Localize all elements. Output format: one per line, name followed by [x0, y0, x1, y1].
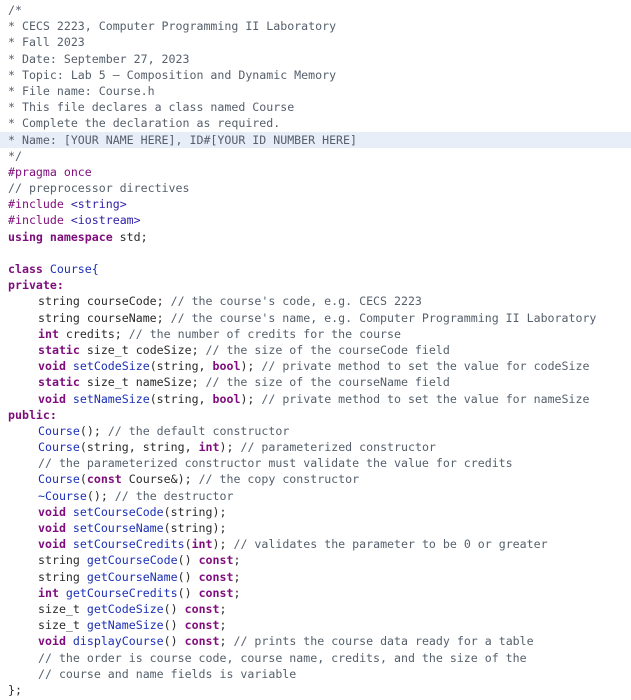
code-line — [0, 358, 631, 374]
code-line — [0, 552, 631, 568]
comment-file: * File name: Course.h — [8, 83, 155, 98]
using-keyword: using namespace — [8, 229, 113, 244]
return-type: size_t — [38, 618, 80, 633]
code-line — [0, 601, 631, 617]
const-keyword: const — [184, 601, 220, 616]
code-line — [0, 261, 631, 277]
comment-topic: * Topic: Lab 5 – Composition and Dynamic Memory — [8, 67, 337, 82]
code-line — [0, 229, 631, 245]
member-decl: string courseCode; — [38, 294, 171, 309]
static-keyword: static — [38, 375, 80, 390]
void-keyword: void — [38, 391, 66, 406]
member-comment: // validates the parameter to be 0 or greater — [233, 537, 548, 552]
member-comment: // private method to set the value for nameSize — [261, 391, 590, 406]
member-comment: // the copy constructor — [198, 472, 360, 487]
method-args: () — [163, 618, 185, 633]
void-keyword: void — [38, 521, 66, 535]
code-line — [0, 34, 631, 50]
member-comment: // the size of the courseCode field — [205, 342, 450, 357]
code-line — [0, 277, 631, 293]
statement-end: ; — [233, 585, 241, 600]
method-name: setCourseCredits — [65, 537, 185, 552]
using-std: std; — [112, 229, 148, 244]
code-line — [0, 83, 631, 99]
method-args-end: ); — [219, 440, 241, 455]
void-keyword: void — [38, 359, 66, 374]
include-iostream: <iostream> — [70, 213, 141, 228]
code-line — [0, 67, 631, 83]
const-keyword: const — [184, 634, 220, 649]
method-args: () — [177, 553, 199, 568]
method-args: (string); — [163, 521, 227, 535]
method-name: setCodeSize — [65, 359, 150, 374]
return-type: string — [38, 569, 80, 584]
const-keyword: const — [86, 472, 122, 487]
return-type: size_t — [38, 601, 80, 616]
member-decl: string courseName; — [38, 310, 171, 325]
member-comment: // the destructor — [114, 488, 234, 503]
const-keyword: const — [198, 553, 234, 568]
method-name: setNameSize — [65, 391, 150, 406]
comment-date: * Date: September 27, 2023 — [8, 51, 190, 66]
statement-end: ; — [219, 634, 234, 649]
method-args: (string, — [149, 359, 213, 374]
statement-end: ; — [233, 553, 241, 568]
code-line — [0, 342, 631, 358]
comment-close: */ — [8, 148, 22, 163]
member-comment: // the course's name, e.g. Computer Programming II Laboratory — [170, 310, 597, 325]
method-name: getCodeSize — [79, 601, 164, 616]
code-line — [0, 536, 631, 552]
const-keyword: const — [198, 569, 234, 584]
code-line — [0, 569, 631, 585]
bool-keyword: bool — [212, 391, 241, 406]
code-line-highlighted — [0, 132, 631, 148]
member-decl: size_t nameSize; — [79, 375, 206, 390]
void-keyword: void — [38, 537, 66, 552]
member-comment: // prints the course data ready for a table — [233, 634, 534, 649]
int-keyword: int — [38, 585, 59, 600]
const-keyword: const — [198, 585, 234, 600]
code-line — [0, 391, 631, 407]
member-comment: // the number of credits for the course — [128, 326, 401, 341]
member-comment: // parameterized constructor — [240, 440, 436, 455]
statement-end: ; — [233, 569, 241, 584]
method-args: (string, string, — [79, 440, 199, 455]
code-line-blank — [0, 245, 631, 261]
code-line — [0, 196, 631, 212]
method-name: getNameSize — [79, 618, 164, 633]
method-args: ( — [184, 537, 192, 552]
type-keyword: int — [38, 326, 59, 341]
void-keyword: void — [38, 634, 66, 649]
method-args-end: ); — [240, 391, 262, 406]
method-args: () — [177, 569, 199, 584]
code-line — [0, 488, 631, 504]
int-keyword: int — [191, 537, 213, 552]
class-name: Course{ — [42, 262, 99, 276]
method-name: getCourseCode — [79, 553, 178, 568]
static-keyword: static — [38, 342, 80, 357]
comment-desc1: * This file declares a class named Course — [8, 100, 295, 115]
method-args: (string, — [149, 391, 213, 406]
code-line — [0, 115, 631, 131]
comment-open: /* — [8, 3, 22, 17]
member-comment: // the course's code, e.g. CECS 2223 — [170, 294, 422, 309]
method-args: () — [163, 601, 185, 616]
code-line — [0, 212, 631, 228]
method-args: (string); — [163, 504, 227, 519]
bool-keyword: bool — [212, 359, 241, 374]
method-args: ( — [79, 472, 87, 487]
statement-end: ; — [219, 601, 227, 616]
return-type: string — [38, 553, 80, 568]
member-comment: // the order is course code, course name, credits, and the size of the — [38, 650, 527, 665]
method-args: (); — [79, 423, 108, 438]
comment-term: * Fall 2023 — [8, 35, 85, 50]
comment-course: * CECS 2223, Computer Programming II Laboratory — [8, 19, 337, 34]
code-line — [0, 164, 631, 180]
method-name: getCourseCredits — [58, 585, 178, 600]
comment-name: * Name: [YOUR NAME HERE], ID#[YOUR ID NUMBER HERE] — [8, 132, 358, 147]
include-keyword: #include — [8, 197, 64, 212]
code-line — [0, 99, 631, 115]
method-name: setCourseName — [65, 521, 164, 535]
include-string: <string> — [70, 197, 127, 212]
statement-end: ; — [219, 618, 227, 633]
method-name: Course — [38, 423, 80, 438]
code-line — [0, 666, 631, 682]
method-name: getCourseName — [79, 569, 178, 584]
member-comment: // course and name fields is variable — [38, 666, 297, 681]
method-args: () — [163, 634, 185, 649]
preprocessor-comment: // preprocessor directives — [8, 181, 190, 196]
code-line — [0, 18, 631, 34]
int-keyword: int — [198, 440, 220, 455]
member-comment: // private method to set the value for codeSize — [261, 359, 590, 374]
code-line — [0, 471, 631, 487]
method-args-end: Course&); — [121, 472, 199, 487]
code-line — [0, 585, 631, 601]
code-line — [0, 310, 631, 326]
code-line — [0, 633, 631, 649]
code-line — [0, 617, 631, 633]
code-line — [0, 650, 631, 666]
code-line — [0, 520, 631, 536]
method-args-end: ); — [240, 359, 262, 374]
code-line — [0, 439, 631, 455]
method-args-end: ); — [212, 537, 234, 552]
method-name: setCourseCode — [65, 504, 164, 519]
code-line — [0, 180, 631, 196]
code-line — [0, 455, 631, 471]
code-line — [0, 682, 631, 698]
code-line — [0, 423, 631, 439]
code-line — [0, 504, 631, 520]
private-label: private: — [8, 278, 64, 293]
method-name: Course — [38, 472, 80, 487]
method-args: (); — [86, 488, 115, 503]
void-keyword: void — [38, 504, 66, 519]
method-name: ~Course — [38, 488, 87, 503]
method-args: () — [177, 585, 199, 600]
member-comment: // the size of the courseName field — [205, 375, 450, 390]
include-keyword: #include — [8, 213, 64, 228]
code-line — [0, 148, 631, 164]
code-line — [0, 374, 631, 390]
code-line — [0, 326, 631, 342]
code-line — [0, 293, 631, 309]
member-decl: size_t codeSize; — [79, 342, 206, 357]
public-label: public: — [8, 407, 57, 422]
member-decl: credits; — [58, 326, 129, 341]
code-line — [0, 51, 631, 67]
class-keyword: class — [8, 262, 43, 276]
method-name: displayCourse — [65, 634, 164, 649]
comment-desc2: * Complete the declaration as required. — [8, 116, 281, 131]
const-keyword: const — [184, 618, 220, 633]
pragma-directive: #pragma once — [8, 164, 92, 179]
method-name: Course — [38, 440, 80, 455]
class-close: }; — [8, 682, 22, 697]
code-line — [0, 407, 631, 423]
member-comment: // the default constructor — [107, 423, 290, 438]
code-line — [0, 2, 631, 18]
member-comment: // the parameterized constructor must validate the value for credits — [38, 456, 513, 471]
